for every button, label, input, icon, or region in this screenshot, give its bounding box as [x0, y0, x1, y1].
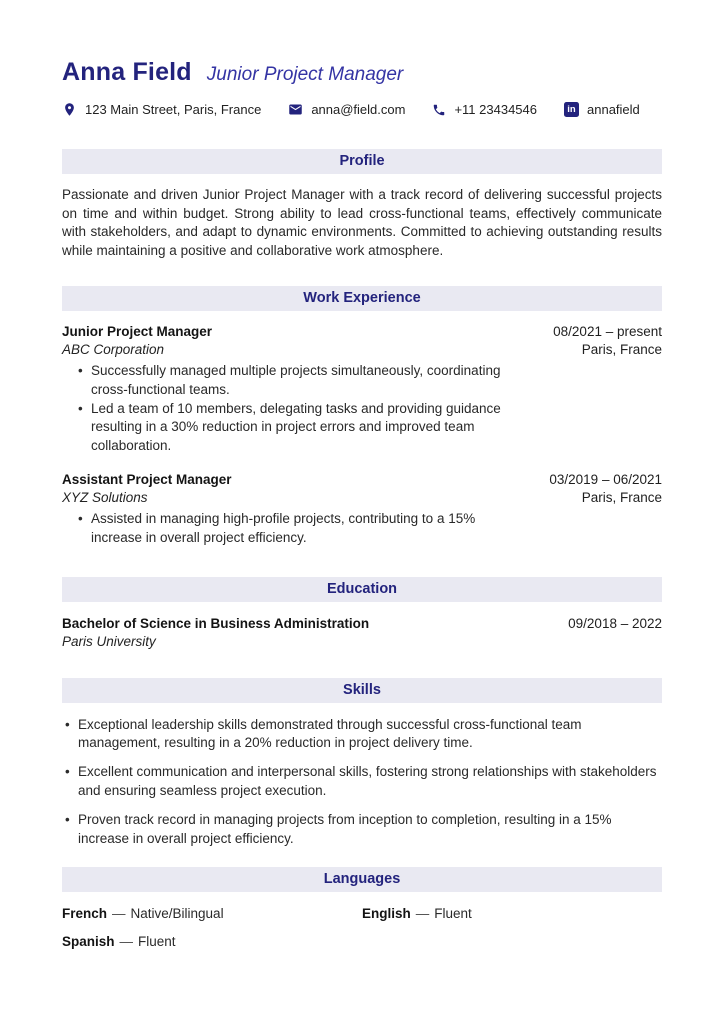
job-entry: [62, 323, 662, 455]
contact-email: [288, 102, 405, 117]
language-entry: [62, 933, 362, 951]
language-entry: [362, 905, 662, 923]
skill-bullet: • Exceptional leadership skills demonstrated through successful cross-functional team management, resulting in a 20% reduction in project delivery time.: [65, 716, 662, 753]
language-name: English: [362, 906, 411, 922]
job-bullet-list: [62, 362, 662, 455]
skill-bullet: • Proven track record in managing projects from inception to completion, resulting in a 15% increase in overall project efficiency.: [65, 811, 662, 848]
education-school: Paris University: [62, 633, 156, 649]
contact-linkedin-text: annafield: [587, 102, 640, 117]
job-header: [62, 323, 662, 359]
languages-grid: [62, 905, 662, 951]
contact-address: [62, 102, 261, 117]
header: [62, 58, 662, 87]
section-heading-profile: Profile: [62, 149, 662, 174]
section-heading-skills: Skills: [62, 678, 662, 703]
job-bullet: • Successfully managed multiple projects simultaneously, coordinating cross-functional teams.: [78, 362, 523, 399]
contact-email-text: anna@field.com: [311, 102, 406, 117]
phone-icon: [432, 103, 446, 117]
person-name: Anna Field: [62, 58, 192, 86]
job-title: Assistant Project Manager: [62, 472, 232, 488]
job-entry: [62, 471, 662, 547]
language-level: Fluent: [138, 934, 176, 950]
language-entry: [62, 905, 362, 923]
profile-text: Passionate and driven Junior Project Manager with a track record of delivering successful projects on time and within budget. Strong ability to lead cross-functional teams, effectively communicate with stakeholders, and adapt to dynamic environments. Committed to achieving outstanding results while maintaining a positive and collaborative work atmosphere.: [62, 187, 662, 258]
education-dates: 09/2018 – 2022: [568, 615, 662, 631]
linkedin-icon: in: [564, 102, 579, 117]
email-icon: [288, 102, 303, 117]
section-heading-languages: Languages: [62, 867, 662, 892]
language-separator: —: [415, 906, 430, 922]
job-bullet-list: [62, 510, 662, 547]
job-dates: 03/2019 – 06/2021: [549, 472, 662, 488]
contact-phone-text: +11 23434546: [454, 102, 537, 117]
language-name: French: [62, 906, 108, 922]
contact-linkedin: [564, 102, 640, 117]
person-title: Junior Project Manager: [206, 64, 404, 85]
education-degree: Bachelor of Science in Business Administration: [62, 615, 370, 631]
language-separator: —: [112, 906, 126, 922]
job-location: Paris, France: [581, 490, 662, 506]
education-header: [62, 615, 662, 651]
job-header: [62, 471, 662, 507]
education-entry: [62, 615, 662, 651]
job-bullet: • Assisted in managing high-profile projects, contributing to a 15% increase in overall project efficiency.: [78, 510, 523, 547]
job-company: ABC Corporation: [62, 342, 165, 358]
job-location: Paris, France: [581, 342, 662, 358]
job-bullet: • Led a team of 10 members, delegating tasks and providing guidance resulting in a 30% reduction in project errors and improved team collaboration.: [78, 400, 523, 456]
job-company: XYZ Solutions: [62, 490, 148, 506]
contact-address-text: 123 Main Street, Paris, France: [85, 102, 262, 117]
contact-row: [62, 102, 662, 117]
language-separator: —: [119, 934, 134, 950]
language-name: Spanish: [62, 934, 115, 950]
job-title: Junior Project Manager: [62, 324, 213, 340]
location-icon: [62, 102, 77, 117]
contact-phone: [432, 102, 537, 117]
job-dates: 08/2021 – present: [553, 324, 662, 340]
language-level: Native/Bilingual: [130, 906, 224, 922]
language-level: Fluent: [434, 906, 472, 922]
section-heading-education: Education: [62, 577, 662, 602]
section-heading-work-experience: Work Experience: [62, 286, 662, 311]
skill-bullet: • Excellent communication and interpersonal skills, fostering strong relationships with stakeholders and ensuring seamless project execution.: [65, 763, 662, 800]
skills-list: [62, 716, 662, 849]
